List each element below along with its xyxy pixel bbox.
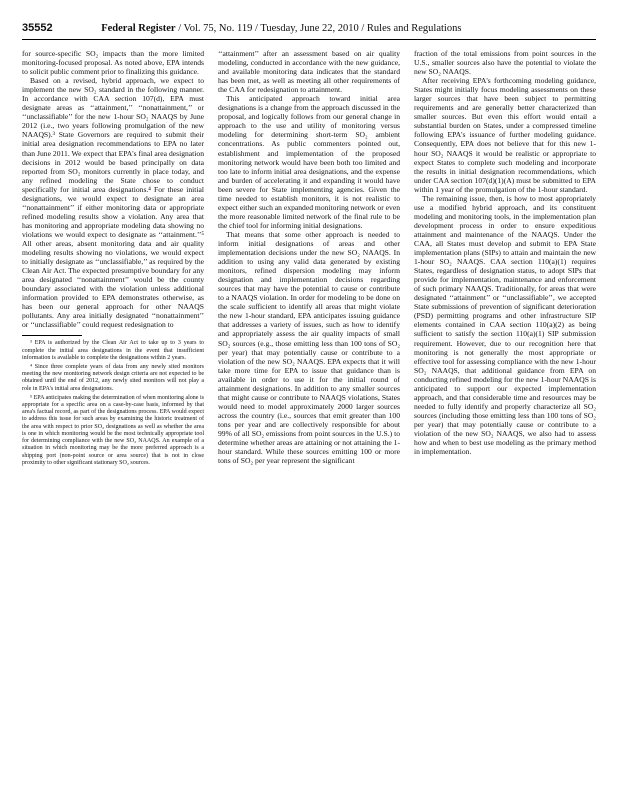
page-number: 35552 xyxy=(22,22,53,34)
footnote-5: ⁵ EPA anticipates making the determination of when monitoring alone is appropriate for a specific area on a case-by-case basis, informed by that area's factual record, as part of the designations process. EPA would expect to address this issue for such areas by examining the historic treatment of the area with respect to prior SO₂ designations as well as whether the area is one in which monitoring would be the most technically appropriate tool for determining compliance with the new SO₂ NAAQS. An example of a situation in which monitoring may be the more preferred approach is a shipping port (non-point source or area source) that is not in close proximity to other significant stationary SO₂ sources. xyxy=(22,394,204,466)
paragraph: ‘‘attainment’’ after an assessment based on air quality modeling, conducted in accordance with the new guidance, and available monitoring data indicates that the standard has been met, as well as meeting all other requirements of the CAA for redesignation to attainment. xyxy=(218,49,400,95)
paragraph: Based on a revised, hybrid approach, we expect to implement the new SO₂ standard in the following manner. In accordance with CAA section 107(d), EPA must designate areas as ‘‘attainment,’’ ‘‘nonattainment,’’ or ‘‘unclassifiable’’ for the new 1-hour SO₂ NAAQS by June 2012 (i.e., two years following promulgation of the new NAAQS).³ State Governors are required to submit their initial area designation recommendations to EPA no later than June 2011. We expect that EPA's final area designation decisions in 2012 would be based principally on data reported from SO₂ monitors currently in place today, and any refined modeling the State chose to conduct specifically for initial area designations.⁴ For these initial designations, we would expect to designate an area ‘‘nonattainment’’ if either monitoring data or appropriate refined modeling results show a violation. Any area that has monitoring and appropriate modeling data showing no violations we would expect to designate as ‘‘attainment.’’⁵ All other areas, absent monitoring data and air quality modeling results showing no violations, we would expect to initially designate as ‘‘unclassifiable,’’ as required by the Clean Air Act. The expected presumptive boundary for any area designated ‘‘nonattainment’’ would be the county boundary associated with the violation unless additional information provided to EPA demonstrates otherwise, as has been our general approach for other NAAQS pollutants. Any area initially designated ‘‘nonattainment’’ or ‘‘unclassifiable’’ could request redesignation to xyxy=(22,76,204,330)
paragraph: That means that some other approach is needed to inform initial designations of areas and other implementation decisions under the new SO₂ NAAQS. In addition to using any valid data generated by existing monitors, refined dispersion modeling may inform designation and implementation decisions regarding sources that may have the potential to cause or contribute to a NAAQS violation. In order for modeling to be done on the scale sufficient to identify all areas that might violate the new 1-hour standard, EPA anticipates issuing guidance that addresses a variety of issues, such as how to identify and appropriately assess the air quality impacts of small SO₂ sources (e.g., those emitting less than 100 tons of SO₂ per year) that may potentially cause or contribute to a violation of the new SO₂ NAAQS. EPA expects that it will take more time for EPA to issue that guidance than is available in order to use it for the initial round of attainment designations. In addition to any smaller sources that might cause or contribute to NAAQS violations, States would need to model approximately 2000 larger sources across the country (i.e., sources that emit greater than 100 tons per year and are collectively responsible for about 99% of all SO₂ emissions from point sources in the U.S.) to determine whether areas are attaining or not attaining the 1-hour standard. While these sources emitting 100 or more tons of SO₂ per year represent the significant xyxy=(218,229,400,466)
column-3 xyxy=(414,49,596,456)
footnote-3: ³ EPA is authorized by the Clean Air Act to take up to 3 years to complete the initial area designations in the event that insufficient information is available to complete the designations within 2 years. xyxy=(22,340,204,361)
paragraph: for source-specific SO₂ impacts than the more limited monitoring-focused proposal. As noted above, EPA intends to solicit public comment prior to finalizing this guidance. xyxy=(22,49,204,77)
publication-title: Federal Register xyxy=(101,23,176,34)
paragraph: After receiving EPA's forthcoming modeling guidance, States might initially focus modeling assessments on these larger sources that have been subject to permitting requirements and are generally better characterized than smaller sources. But even this effort would entail a substantial burden on States, under a compressed timeline following EPA's issuance of further modeling guidance. Consequently, EPA does not believe that for this new 1-hour SO₂ NAAQS it would be realistic or appropriate to expect States to complete such modeling and incorporate the results in initial designation recommendations, which under CAA section 107(d)(1)(A) must be submitted to EPA within 1 year of the promulgation of the 1-hour standard. xyxy=(414,76,596,194)
paragraph: fraction of the total emissions from point sources in the U.S., smaller sources also have the potential to violate the new SO₂ NAAQS. xyxy=(414,49,596,77)
column-2 xyxy=(218,49,400,465)
running-header xyxy=(22,22,596,36)
footnote-rule xyxy=(22,335,82,336)
header-rule xyxy=(22,39,596,40)
paragraph: The remaining issue, then, is how to most appropriately use a modified hybrid approach, and its constituent modeling and monitoring tools, in the implementation plan development process in order to ensure expeditious attainment and maintenance of the NAAQS. Under the CAA, all States must develop and submit to EPA State implementation plans (SIPs) to attain and maintain the new 1-hour SO₂ NAAQS. CAA section 110(a)(1) requires States, regardless of designation status, to adopt SIPs that provide for implementation, maintenance and enforcement of such primary NAAQS. Traditionally, for areas that were designated ‘‘attainment’’ or ‘‘unclassifiable’’, we accepted State submissions of prevention of significant deterioration (PSD) permitting programs and other infrastructure SIP elements contained in CAA section 110(a)(2) as being sufficient to satisfy the section 110(a)(1) SIP submission requirement. However, due to our recognition here that monitoring is not generally the most appropriate or effective tool for assessing compliance with the new 1-hour SO₂ NAAQS, that additional guidance from EPA on conducting refined modeling for the new 1-hour NAAQS is anticipated to support our expected implementation approach, and that considerable time and resources may be needed to fully identify and properly characterize all SO₂ sources (including those emitting less than 100 tons of SO₂ per year) that may potentially cause or contribute to a violation of the new SO₂ NAAQS, we also had to assess how and when to best use modeling as the primary method in implementation. xyxy=(414,193,596,457)
volume-info: / Vol. 75, No. 119 / Tuesday, June 22, 2010 / Rules and Regulations xyxy=(178,23,462,34)
footnote-4: ⁴ Since three complete years of data from any newly sited monitors meeting the new monitoring network design criteria are not expected to be obtained until the end of 2012, any newly sited monitors will not play a role in EPA's initial area designations. xyxy=(22,364,204,392)
paragraph: This anticipated approach toward initial area designations is a change from the approach discussed in the proposal, and logically follows from our general change in approach to the use and utility of monitoring versus modeling for determining short-term SO₂ ambient concentrations. As public commenters pointed out, establishment and implementation of the proposed monitoring network would have been both too limited and too late to inform initial area designations, and the expense and burden of accelerating it and expanding it would have been severe for State implementing agencies. Given the time needed to establish monitors, it is not realistic to expect either such an expanded monitoring network or even the more reasonable limited network of the final rule to be the chief tool for informing initial designations. xyxy=(218,94,400,230)
column-1 xyxy=(22,49,204,469)
